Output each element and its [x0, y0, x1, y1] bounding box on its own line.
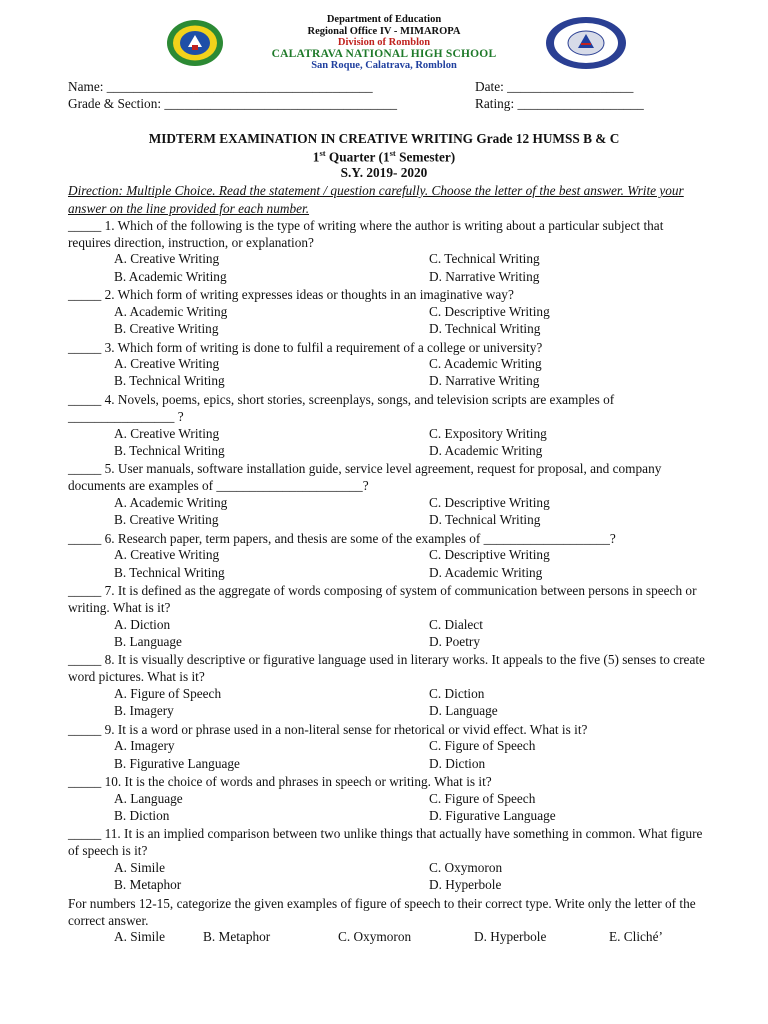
region-name: Regional Office IV - MIMAROPA — [307, 25, 461, 37]
q11-option-b: B. Metaphor — [114, 877, 182, 892]
q6-option-d: D. Academic Writing — [429, 565, 543, 580]
q9-option-b: B. Figurative Language — [114, 756, 240, 771]
q2-option-d: D. Technical Writing — [429, 321, 541, 336]
rating-field: Rating: ___________________ — [475, 96, 644, 111]
q11-option-c: C. Oxymoron — [429, 860, 503, 875]
q11-option-a: A. Simile — [114, 860, 165, 875]
question-10: _____ 10. It is the choice of words and phrases in speech or writing. What is it? — [68, 774, 492, 789]
q3-option-b: B. Technical Writing — [114, 373, 225, 388]
q5-option-b: B. Creative Writing — [114, 512, 219, 527]
q8-option-b: B. Imagery — [114, 703, 174, 718]
q3-option-d: D. Narrative Writing — [429, 373, 540, 388]
q10-option-a: A. Language — [114, 791, 183, 806]
question-11: _____ 11. It is an implied comparison between two unlike things that actually have something in common. What figure of speech is it? — [68, 826, 703, 859]
q8-option-a: A. Figure of Speech — [114, 686, 222, 701]
quarter-title: 1st Quarter (1st Semester) — [312, 148, 456, 165]
question-9: _____ 9. It is a word or phrase used in a non-literal sense for rhetorical or vivid effect. What is it? — [68, 722, 588, 737]
q4-option-a: A. Creative Writing — [114, 426, 220, 441]
question-8: _____ 8. It is visually descriptive or figurative language used in literary works. It appeals to the five (5) senses to create word pictures. What is it? — [68, 652, 705, 685]
q7-option-c: C. Dialect — [429, 617, 483, 632]
question-5: _____ 5. User manuals, software installation guide, service level agreement, request for proposal, and company documents are examples of ______________________? — [68, 461, 662, 494]
category-option-a: A. Simile — [114, 929, 165, 944]
q10-option-d: D. Figurative Language — [429, 808, 556, 823]
dept-name: Department of Education — [326, 14, 442, 25]
q6-option-c: C. Descriptive Writing — [429, 547, 550, 562]
division-name: Division of Romblon — [337, 37, 431, 48]
name-field: Name: ________________________________________ — [68, 79, 373, 94]
q4-option-b: B. Technical Writing — [114, 443, 225, 458]
q4-option-d: D. Academic Writing — [429, 443, 543, 458]
exam-title: MIDTERM EXAMINATION IN CREATIVE WRITING Grade 12 HUMSS B & C — [148, 131, 620, 146]
letterhead — [0, 14, 768, 72]
date-field: Date: ___________________ — [475, 79, 634, 94]
school-address: San Roque, Calatrava, Romblon — [311, 60, 457, 71]
school-name: CALATRAVA NATIONAL HIGH SCHOOL — [271, 47, 497, 60]
q6-option-b: B. Technical Writing — [114, 565, 225, 580]
q8-option-c: C. Diction — [429, 686, 485, 701]
grade-section-field: Grade & Section: ___________________________________ — [68, 96, 398, 111]
q11-option-d: D. Hyperbole — [429, 877, 502, 892]
q10-option-b: B. Diction — [114, 808, 170, 823]
q1-option-d: D. Narrative Writing — [429, 269, 540, 284]
question-2: _____ 2. Which form of writing expresses ideas or thoughts in an imaginative way? — [68, 287, 514, 302]
category-option-d: D. Hyperbole — [474, 929, 547, 944]
q5-option-d: D. Technical Writing — [429, 512, 541, 527]
q2-option-a: A. Academic Writing — [114, 304, 228, 319]
q2-option-b: B. Creative Writing — [114, 321, 219, 336]
q9-option-a: A. Imagery — [114, 738, 175, 753]
q1-option-c: C. Technical Writing — [429, 251, 540, 266]
q5-option-a: A. Academic Writing — [114, 495, 228, 510]
question-6: _____ 6. Research paper, term papers, and thesis are some of the examples of ___________________? — [68, 531, 616, 546]
q6-option-a: A. Creative Writing — [114, 547, 220, 562]
q3-option-c: C. Academic Writing — [429, 356, 542, 371]
q5-option-c: C. Descriptive Writing — [429, 495, 550, 510]
q9-option-d: D. Diction — [429, 756, 486, 771]
q2-option-c: C. Descriptive Writing — [429, 304, 550, 319]
q1-option-b: B. Academic Writing — [114, 269, 227, 284]
numbers-12-15-instruction: For numbers 12-15, categorize the given examples of figure of speech to their correct type. Write only the letter of the correct answer. — [68, 896, 696, 929]
q7-option-b: B. Language — [114, 634, 182, 649]
q7-option-d: D. Poetry — [429, 634, 480, 649]
q8-option-d: D. Language — [429, 703, 498, 718]
q1-option-a: A. Creative Writing — [114, 251, 220, 266]
q4-option-c: C. Expository Writing — [429, 426, 547, 441]
question-1: _____ 1. Which of the following is the type of writing where the author is writing about a particular subject that requires direction, instruction, or explanation? — [68, 218, 664, 251]
question-7: _____ 7. It is defined as the aggregate of words composing of system of communication between persons in speech or writing. What is it? — [68, 583, 697, 616]
category-option-b: B. Metaphor — [203, 929, 271, 944]
direction-text: Direction: Multiple Choice. Read the statement / question carefully. Choose the letter of the best answer. Write your answer on the line provided for each number. — [68, 183, 684, 216]
q9-option-c: C. Figure of Speech — [429, 738, 536, 753]
q7-option-a: A. Diction — [114, 617, 171, 632]
school-year: S.Y. 2019- 2020 — [340, 165, 428, 180]
category-option-c: C. Oxymoron — [338, 929, 412, 944]
question-4: _____ 4. Novels, poems, epics, short stories, screenplays, songs, and television scripts are examples of ________________ ? — [68, 392, 615, 425]
q3-option-a: A. Creative Writing — [114, 356, 220, 371]
question-3: _____ 3. Which form of writing is done to fulfil a requirement of a college or university? — [68, 340, 543, 355]
category-option-e: E. Cliché’ — [609, 929, 663, 944]
q10-option-c: C. Figure of Speech — [429, 791, 536, 806]
